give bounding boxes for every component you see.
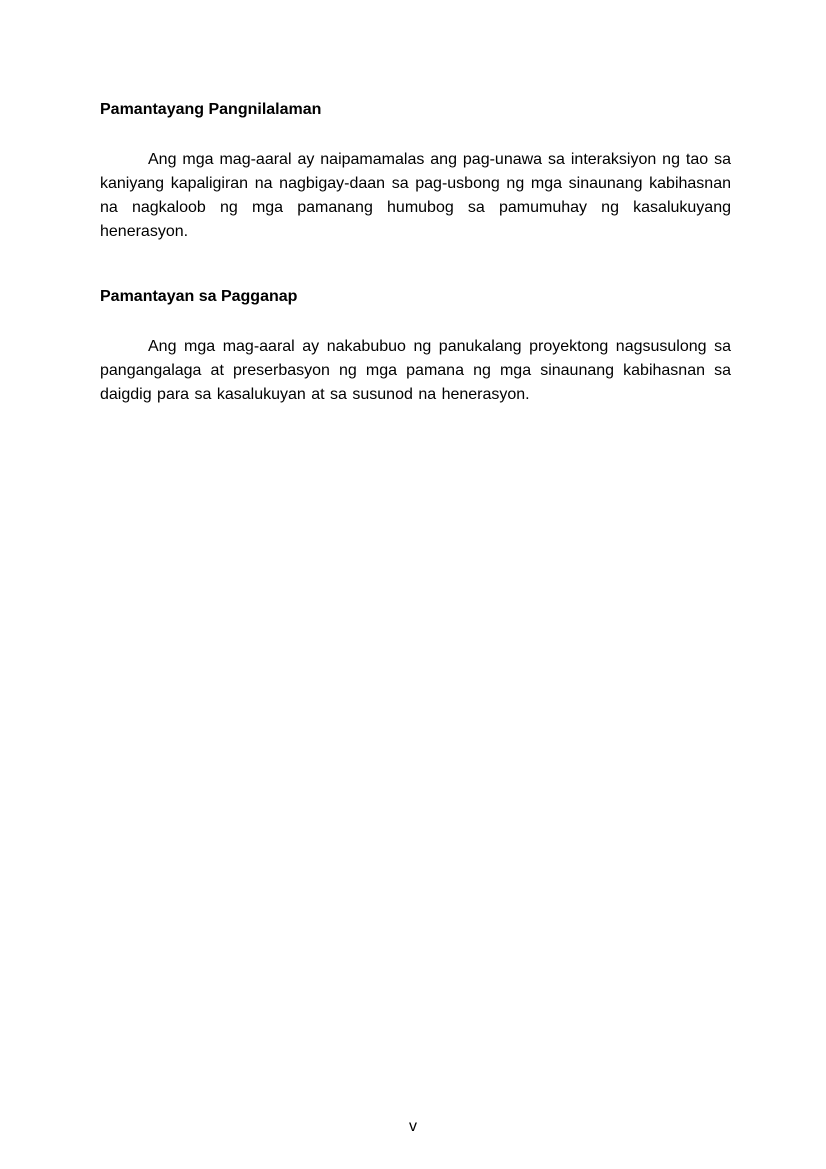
document-content (100, 100, 731, 407)
section-paragraph: Ang mga mag-aaral ay naipamamalas ang pag-unawa sa interaksiyon ng tao sa kaniyang kapaligiran na nagbigay-daan sa pag-usbong ng mga sinaunang kabihasnan na nagkaloob ng mga pamanang humubog sa pamumuhay ng kasalukuyang henerasyon. (100, 151, 731, 240)
section-heading: Pamantayan sa Pagganap (100, 288, 298, 305)
page-number: v (409, 1118, 417, 1135)
section-pamantayang-pangnilalaman (100, 100, 731, 244)
section-pamantayan-sa-pagganap (100, 287, 731, 407)
section-heading: Pamantayang Pangnilalaman (100, 101, 322, 118)
section-paragraph: Ang mga mag-aaral ay nakabubuo ng panukalang proyektong nagsusulong sa pangangalaga at preserbasyon ng mga pamana ng mga sinaunang kabihasnan sa daigdig para sa kasalukuyan at sa susunod na henerasyon. (100, 338, 731, 403)
